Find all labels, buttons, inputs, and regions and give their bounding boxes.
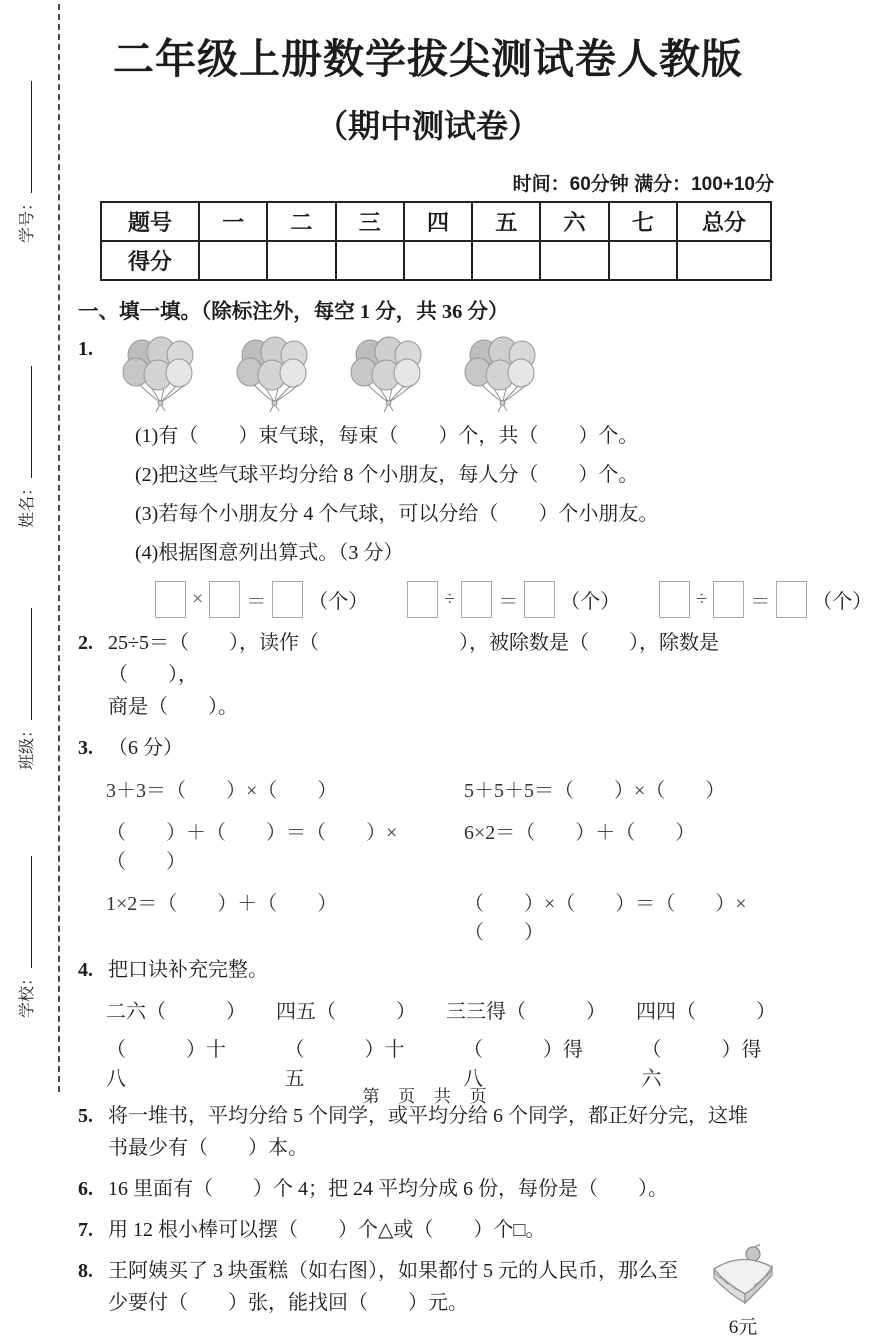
question-4-number: 4. (78, 959, 93, 981)
score-header-cell: 三 (336, 202, 404, 241)
class-blank-line (15, 608, 32, 720)
balloon-bunches-figure (120, 335, 778, 413)
class-label: 班级： (19, 721, 36, 770)
question-5-line2: 书最少有（ ）本。 (108, 1137, 308, 1159)
answer-box (776, 581, 807, 618)
mnemonic-blank: （ ）十五 (284, 1039, 405, 1090)
score-row-label: 得分 (101, 241, 199, 280)
equals-sign: ＝ (750, 591, 771, 613)
question-6-line1: 16 里面有（ ）个 4；把 24 平均分成 6 份，每份是（ ）。 (108, 1178, 668, 1200)
score-header-cell: 二 (267, 202, 335, 241)
question-1 (78, 333, 778, 413)
question-1-sub3: (3)若每个小朋友分 4 个气球，可以分给（ ）个小朋友。 (135, 503, 659, 525)
question-4 (78, 954, 778, 986)
question-2 (78, 627, 778, 723)
section1-heading: 一、填一填。（除标注外，每空 1 分，共 36 分） (78, 301, 509, 323)
score-header-cell: 七 (609, 202, 677, 241)
mnemonic-blank: 三三得（ ） (446, 1001, 606, 1023)
question-2-line1: 25÷5＝（ ），读作（ ），被除数是（ ），除数是（ ）， (108, 632, 719, 686)
balloon-bunch-icon (348, 335, 430, 413)
student-id-blank-line (15, 81, 32, 193)
question-1-equation-row (150, 581, 872, 618)
score-empty-cell (404, 241, 472, 280)
equation-blank: 3＋3＝（ ）×（ ） (106, 780, 338, 802)
unit-label: （个） (560, 591, 621, 613)
score-empty-cell (677, 241, 771, 280)
mnemonic-blank: 四五（ ） (276, 1001, 416, 1023)
question-5-number: 5. (78, 1105, 93, 1127)
equation-group-divide-2 (654, 581, 872, 618)
mnemonic-blank: 四四（ ） (636, 1001, 776, 1023)
question-7-line1: 用 12 根小棒可以摆（ ）个△或（ ）个□。 (108, 1219, 546, 1241)
question-1-sub1: (1)有（ ）束气球，每束（ ）个，共（ ）个。 (135, 425, 639, 447)
question-8-number: 8. (78, 1260, 93, 1282)
question-1-number: 1. (78, 338, 93, 360)
answer-box (659, 581, 690, 618)
unit-label: （个） (308, 591, 369, 613)
dashed-fold-line (58, 4, 60, 1092)
question-7-number: 7. (78, 1219, 93, 1241)
equation-blank: （ ）＋（ ）＝（ ）×（ ） (106, 822, 398, 873)
multiply-operator: × (192, 588, 204, 610)
score-empty-cell (540, 241, 608, 280)
balloon-bunch-icon (120, 335, 202, 413)
question-2-number: 2. (78, 632, 93, 654)
question-3 (78, 732, 778, 764)
divide-operator: ÷ (696, 588, 708, 610)
question-4-row1 (106, 995, 778, 1024)
score-header-cell: 四 (404, 202, 472, 241)
answer-box (155, 581, 186, 618)
page-title: 二年级上册数学拔尖测试卷人教版 (113, 36, 743, 82)
unit-label: （个） (812, 591, 872, 613)
answer-box (713, 581, 744, 618)
mnemonic-blank: （ ）十八 (106, 1039, 226, 1090)
student-name-field (14, 366, 37, 528)
score-empty-cell (472, 241, 540, 280)
exam-time-score-info: 时间：60分钟 满分：100+10分 (512, 174, 774, 195)
score-table (100, 201, 772, 281)
mnemonic-blank: （ ）得八 (463, 1039, 583, 1090)
school-label: 学校： (19, 969, 36, 1018)
answer-box (209, 581, 240, 618)
student-name-label: 姓名： (19, 479, 36, 528)
student-id-label: 学号： (19, 194, 36, 243)
equation-blank: 5＋5＋5＝（ ）×（ ） (464, 780, 726, 802)
equation-group-divide-1 (402, 581, 620, 618)
cake-figure (704, 1243, 782, 1343)
question-1-sub4: (4)根据图意列出算式。（3 分） (135, 542, 404, 564)
question-5 (78, 1100, 778, 1164)
question-2-line2: 商是（ ）。 (108, 696, 238, 718)
mnemonic-blank: 二六（ ） (106, 1001, 246, 1023)
question-8-line1: 王阿姨买了 3 块蛋糕（如右图），如果都付 5 元的人民币，那么至 (108, 1260, 678, 1282)
score-header-cell: 总分 (677, 202, 771, 241)
question-6-number: 6. (78, 1178, 93, 1200)
question-8 (78, 1255, 778, 1338)
cake-slice-icon (706, 1243, 780, 1305)
answer-box (272, 581, 303, 618)
balloon-bunch-icon (462, 335, 544, 413)
question-5-line1: 将一堆书，平均分给 5 个同学，或平均分给 6 个同学，都正好分完，这堆 (108, 1105, 748, 1127)
test-paper (78, 16, 872, 1338)
score-empty-cell (199, 241, 267, 280)
score-header-cell: 题号 (101, 202, 199, 241)
equation-group-multiply (150, 581, 368, 618)
score-empty-cell (336, 241, 404, 280)
question-6 (78, 1173, 778, 1205)
question-3-points: （6 分） (108, 737, 183, 759)
mnemonic-blank: （ ）得六 (641, 1039, 762, 1090)
balloon-bunch-icon (234, 335, 316, 413)
question-7 (78, 1214, 778, 1246)
divide-operator: ÷ (444, 588, 456, 610)
student-name-blank-line (15, 366, 32, 478)
equation-blank: （ ）×（ ）＝（ ）×（ ） (464, 893, 747, 944)
cake-price-label: 6元 (728, 1317, 758, 1338)
score-header-cell: 五 (472, 202, 540, 241)
question-1-sub2: (2)把这些气球平均分给 8 个小朋友，每人分（ ）个。 (135, 464, 639, 486)
score-header-cell: 一 (199, 202, 267, 241)
equation-blank: 1×2＝（ ）＋（ ） (106, 893, 338, 915)
score-empty-cell (267, 241, 335, 280)
score-empty-cell (609, 241, 677, 280)
equals-sign: ＝ (246, 591, 267, 613)
score-table-score-row (101, 241, 771, 280)
answer-box (407, 581, 438, 618)
question-4-prompt: 把口诀补充完整。 (108, 959, 268, 981)
question-3-number: 3. (78, 737, 93, 759)
equals-sign: ＝ (498, 591, 519, 613)
answer-box (524, 581, 555, 618)
page-footer: 第 页 共 页 (362, 1087, 494, 1106)
student-id-field (14, 81, 37, 243)
class-field (14, 608, 37, 770)
answer-box (461, 581, 492, 618)
score-table-header-row (101, 202, 771, 241)
question-8-line2: 少要付（ ）张，能找回（ ）元。 (108, 1292, 468, 1314)
school-field (14, 856, 37, 1018)
equation-blank: 6×2＝（ ）＋（ ） (464, 822, 696, 844)
school-blank-line (15, 856, 32, 968)
page-subtitle: （期中测试卷） (315, 108, 540, 144)
score-header-cell: 六 (540, 202, 608, 241)
question-3-equations (106, 774, 778, 945)
